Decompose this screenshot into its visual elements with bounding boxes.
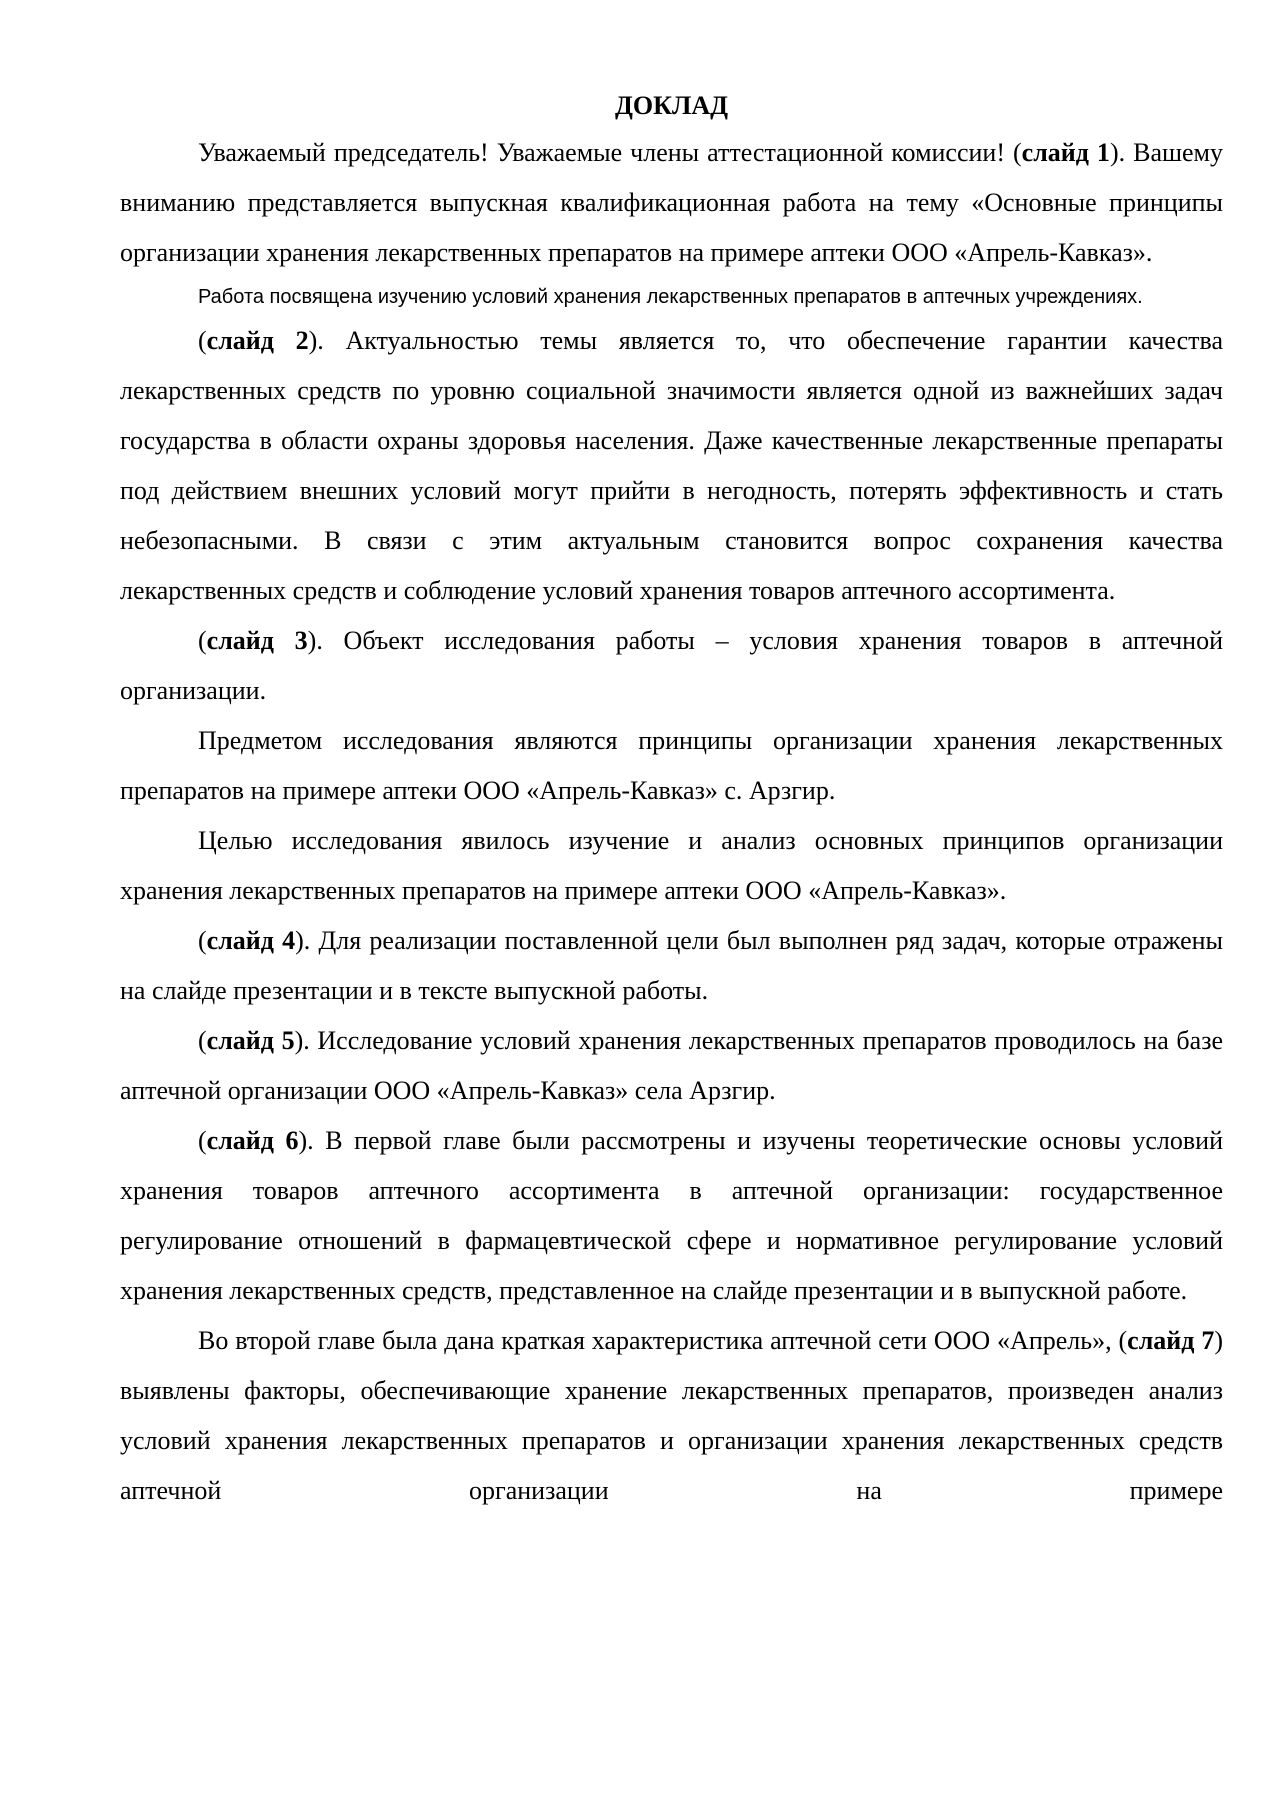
paragraph-object (120, 616, 1223, 716)
document-body (120, 84, 1223, 1516)
paragraph-chapter-one (120, 1116, 1223, 1316)
text-run: ). В первой главе были рассмотрены и изучены теоретические основы условий хранения товаров аптечного ассортимента в аптечной организации: государственное регулирование отношений в фармацевтической сфере и нормативное регулирование условий хранения лекарственных средств, представленное на слайде презентации и в выпускной работе. (120, 1126, 1223, 1305)
slide-ref: слайд 4 (206, 926, 296, 955)
slide-ref: слайд 7 (1127, 1326, 1215, 1355)
text-run: ). Актуальностью темы является то, что обеспечение гарантии качества лекарственных средств по уровню социальной значимости является одной из важнейших задач государства в области охраны здоровья населения. Даже качественные лекарственные препараты под действием внешних условий могут прийти в негодность, потерять эффективность и стать небезопасными. В связи с этим актуальным становится вопрос сохранения качества лекарственных средств и соблюдение условий хранения товаров аптечного ассортимента. (120, 326, 1223, 605)
text-run: ( (198, 926, 207, 955)
text-run: ( (198, 626, 207, 655)
text-run: ). Исследование условий хранения лекарственных препаратов проводилось на базе аптечной организации ООО «Апрель-Кавказ» села Арзгир. (120, 1026, 1224, 1105)
slide-ref: слайд 1 (1021, 138, 1110, 167)
paragraph-relevance (120, 316, 1223, 616)
paragraph-greeting (120, 128, 1223, 278)
text-run: ) выявлены факторы, обеспечивающие хранение лекарственных препаратов, произведен анализ условий хранения лекарственных препаратов и организации хранения лекарственных средств аптечной организации на примере (120, 1326, 1223, 1505)
paragraph-subject: Предметом исследования являются принципы организации хранения лекарственных препаратов на примере аптеки ООО «Апрель-Кавказ» с. Арзгир. (120, 726, 1223, 805)
inserted-note: Работа посвящена изучению условий хранения лекарственных препаратов в аптечных учреждениях. (198, 286, 1143, 308)
text-run: ( (198, 326, 207, 355)
document-title: ДОКЛАД (614, 91, 728, 120)
paragraph-chapter-two (120, 1316, 1223, 1516)
slide-ref: слайд 3 (206, 626, 308, 655)
text-run: Уважаемый председатель! Уважаемые члены аттестационной комиссии! ( (198, 138, 1022, 167)
slide-ref: слайд 2 (206, 326, 309, 355)
paragraph-research-base (120, 1016, 1223, 1116)
slide-ref: слайд 5 (206, 1026, 295, 1055)
text-run: ( (198, 1026, 207, 1055)
text-run: ). Вашему вниманию представляется выпускная квалификационная работа на тему «Основные принципы организации хранения лекарственных препаратов на примере аптеки ООО «Апрель-Кавказ». (120, 138, 1223, 267)
paragraph-goal: Целью исследования явилось изучение и анализ основных принципов организации хранения лекарственных препаратов на примере аптеки ООО «Апрель-Кавказ». (120, 826, 1223, 905)
text-run: ). Для реализации поставленной цели был выполнен ряд задач, которые отражены на слайде презентации и в тексте выпускной работы. (120, 926, 1223, 1005)
text-run: ). Объект исследования работы – условия хранения товаров в аптечной организации. (120, 626, 1223, 705)
slide-ref: слайд 6 (206, 1126, 299, 1155)
text-run: Во второй главе была дана краткая характеристика аптечной сети ООО «Апрель», ( (198, 1326, 1128, 1355)
paragraph-tasks (120, 916, 1223, 1016)
text-run: ( (198, 1126, 207, 1155)
